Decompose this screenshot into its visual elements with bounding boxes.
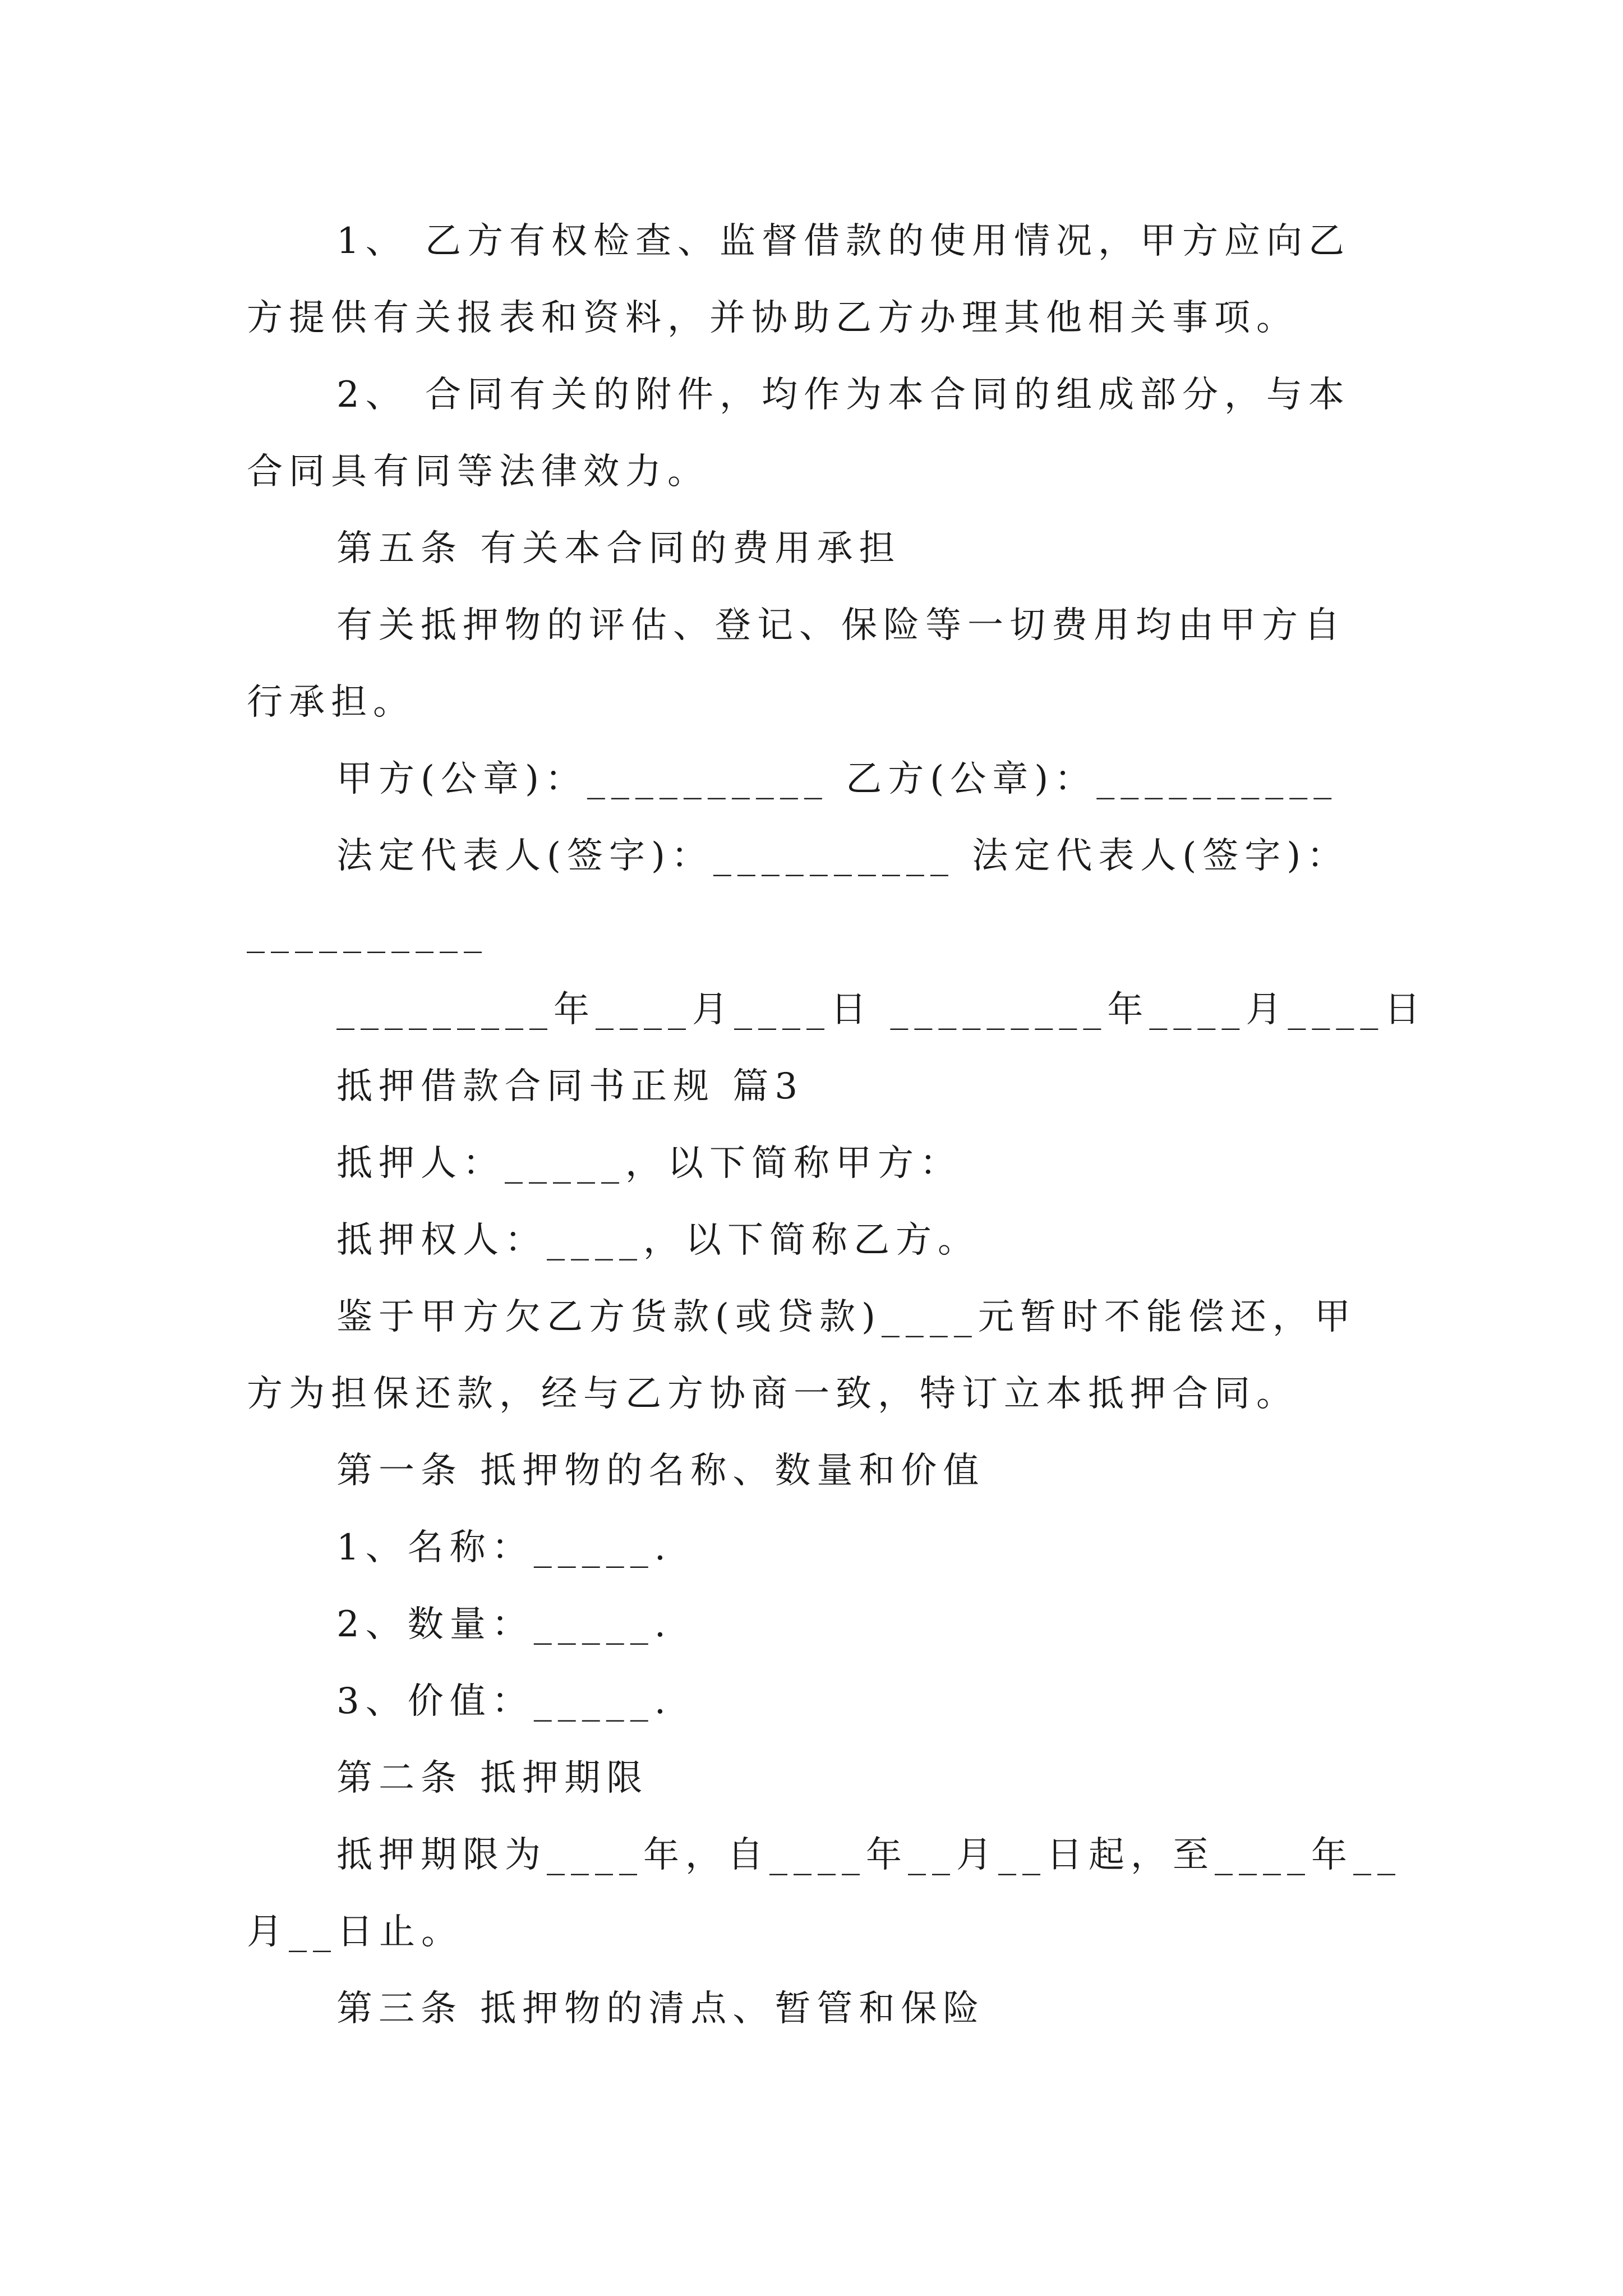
paragraph-line: 抵押期限为____年，自____年__月__日起，至____年__ (336, 1834, 1401, 1876)
paragraph-line: 行承担。 (247, 682, 415, 723)
paragraph-line: 方为担保还款，经与乙方协商一致，特订立本抵押合同。 (247, 1373, 1298, 1415)
party-line: 抵押人：_____，以下简称甲方： (336, 1143, 962, 1184)
signature-line: 法定代表人(签字)：__________ 法定代表人(签字)： (336, 835, 1349, 877)
paragraph-line: 月__日止。 (247, 1911, 463, 1953)
section-heading: 第五条 有关本合同的费用承担 (336, 528, 901, 569)
list-item: 3、价值：_____. (336, 1681, 672, 1722)
signature-line: 甲方(公章)：__________ 乙方(公章)：__________ (336, 758, 1338, 800)
list-item: 2、数量：_____. (336, 1604, 672, 1645)
section-heading: 第二条 抵押期限 (336, 1757, 649, 1799)
section-heading: 第一条 抵押物的名称、数量和价值 (336, 1450, 985, 1492)
paragraph-line: 鉴于甲方欠乙方货款(或贷款)____元暂时不能偿还，甲 (336, 1296, 1357, 1338)
paragraph-line: 合同具有同等法律效力。 (247, 451, 709, 493)
section-heading: 第三条 抵押物的清点、暂管和保险 (336, 1988, 985, 2030)
date-line: _________年____月____日 _________年____月____日 (336, 989, 1427, 1030)
signature-blank: __________ (247, 912, 488, 954)
list-item: 1、名称：_____. (336, 1527, 672, 1568)
party-line: 抵押权人：____，以下简称乙方。 (336, 1220, 980, 1261)
paragraph-line: 2、 合同有关的附件，均作为本合同的组成部分，与本 (336, 374, 1351, 416)
paragraph-line: 1、 乙方有权检查、监督借款的使用情况，甲方应向乙 (336, 220, 1351, 262)
paragraph-line: 方提供有关报表和资料，并协助乙方办理其他相关事项。 (247, 297, 1298, 339)
paragraph-line: 有关抵押物的评估、登记、保险等一切费用均由甲方自 (336, 605, 1346, 646)
document-title: 抵押借款合同书正规 篇3 (336, 1066, 804, 1107)
